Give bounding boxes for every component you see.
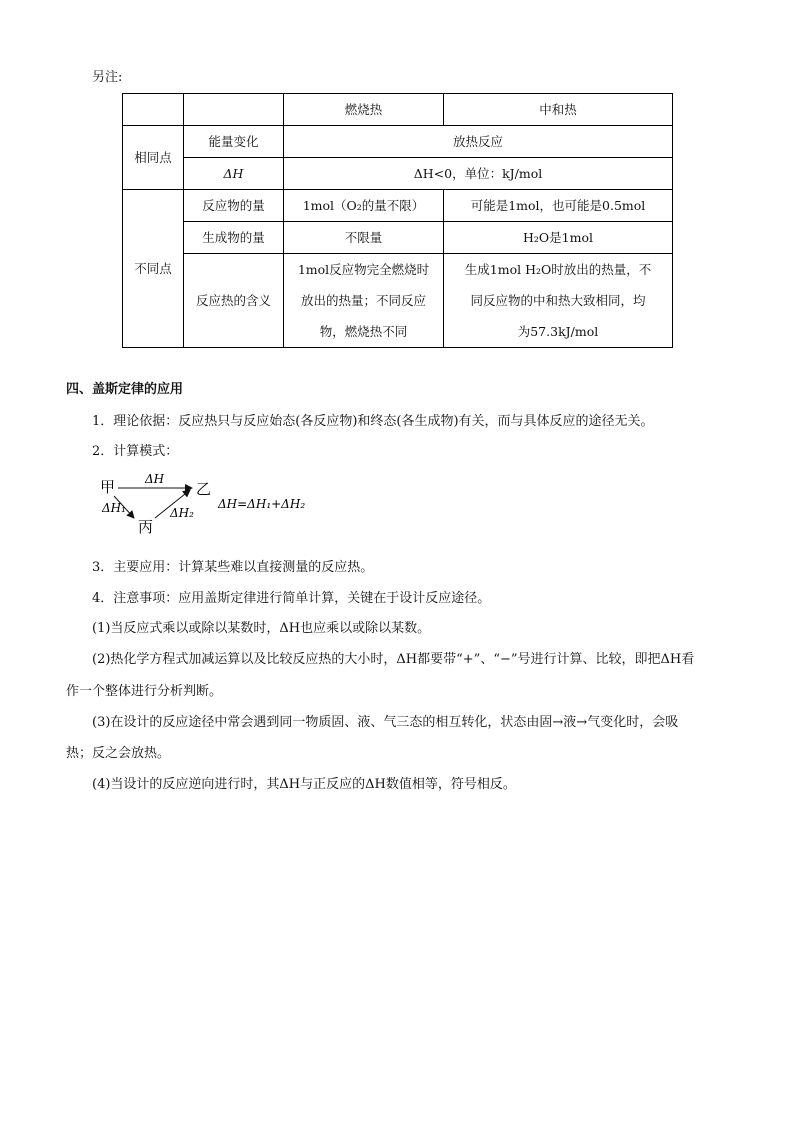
cell-line: 1mol反应物完全燃烧时 — [297, 262, 430, 277]
cell-line: 为57.3kJ/mol — [517, 324, 599, 339]
table-row — [123, 190, 673, 222]
paragraph: 4．注意事项：应用盖斯定律进行简单计算，关键在于设计反应途径。 — [92, 591, 491, 606]
row-value: ΔH<0，单位：kJ/mol — [284, 158, 673, 190]
row-label: 能量变化 — [184, 126, 284, 158]
paragraph: (1)当反应式乘以或除以某数时，ΔH也应乘以或除以某数。 — [92, 621, 431, 636]
end-label: 乙 — [196, 480, 212, 498]
table-row — [123, 126, 673, 158]
top-arrow-label: ΔH — [145, 472, 165, 486]
comparison-table — [122, 93, 673, 348]
hess-cycle-diagram — [100, 470, 340, 545]
paragraph: 热；反之会放热。 — [66, 746, 171, 761]
diff-group-label: 不同点 — [123, 190, 184, 348]
row-label: 生成物的量 — [184, 222, 284, 254]
paragraph: 2．计算模式： — [92, 444, 179, 459]
combustion-cell — [284, 254, 444, 348]
paragraph: (4)当设计的反应逆向进行时，其ΔH与正反应的ΔH数值相等，符号相反。 — [92, 777, 516, 792]
hess-formula: ΔH=ΔH₁+ΔH₂ — [218, 497, 306, 511]
table-row — [123, 158, 673, 190]
header-neutralization: 中和热 — [444, 94, 673, 126]
paragraph: 3．主要应用：计算某些难以直接测量的反应热。 — [92, 560, 374, 575]
section-title: 四、盖斯定律的应用 — [66, 382, 184, 397]
left-arrow-label: ΔH₁ — [102, 501, 126, 515]
row-label: ΔH — [184, 158, 284, 190]
cell-line: 生成1mol H₂O时放出的热量，不 — [464, 262, 652, 277]
note-label: 另注: — [92, 70, 123, 85]
combustion-cell: 不限量 — [284, 222, 444, 254]
paragraph: 作一个整体进行分析判断。 — [66, 684, 223, 699]
combustion-cell: 1mol（O₂的量不限） — [284, 190, 444, 222]
header-combustion: 燃烧热 — [284, 94, 444, 126]
header-cell — [123, 94, 184, 126]
row-label: 反应热的含义 — [184, 254, 284, 348]
paragraph: (2)热化学方程式加减运算以及比较反应热的大小时，ΔH都要带“+”、“−”号进行计算、比较，即把ΔH看 — [92, 652, 695, 667]
cell-line: 物，燃烧热不同 — [319, 324, 408, 339]
cell-line: 放出的热量；不同反应 — [300, 293, 426, 308]
right-arrow-label: ΔH₂ — [170, 506, 194, 520]
row-label: 反应物的量 — [184, 190, 284, 222]
mid-label: 丙 — [138, 518, 154, 536]
table-row — [123, 222, 673, 254]
paragraph: 1．理论依据：反应热只与反应始态(各反应物)和终态(各生成物)有关，而与具体反应的途径无关。 — [92, 414, 654, 429]
cell-line: 同反应物的中和热大致相同，均 — [470, 293, 646, 308]
paragraph: (3)在设计的反应途径中常会遇到同一物质固、液、气三态的相互转化，状态由固→液→气变化时，会吸 — [92, 715, 679, 730]
neutralization-cell — [444, 254, 673, 348]
neutralization-cell: 可能是1mol，也可能是0.5mol — [444, 190, 673, 222]
table-row — [123, 254, 673, 348]
same-group-label: 相同点 — [123, 126, 184, 190]
start-label: 甲 — [100, 478, 116, 496]
neutralization-cell: H₂O是1mol — [444, 222, 673, 254]
table-header-row — [123, 94, 673, 126]
header-cell — [184, 94, 284, 126]
row-value: 放热反应 — [284, 126, 673, 158]
